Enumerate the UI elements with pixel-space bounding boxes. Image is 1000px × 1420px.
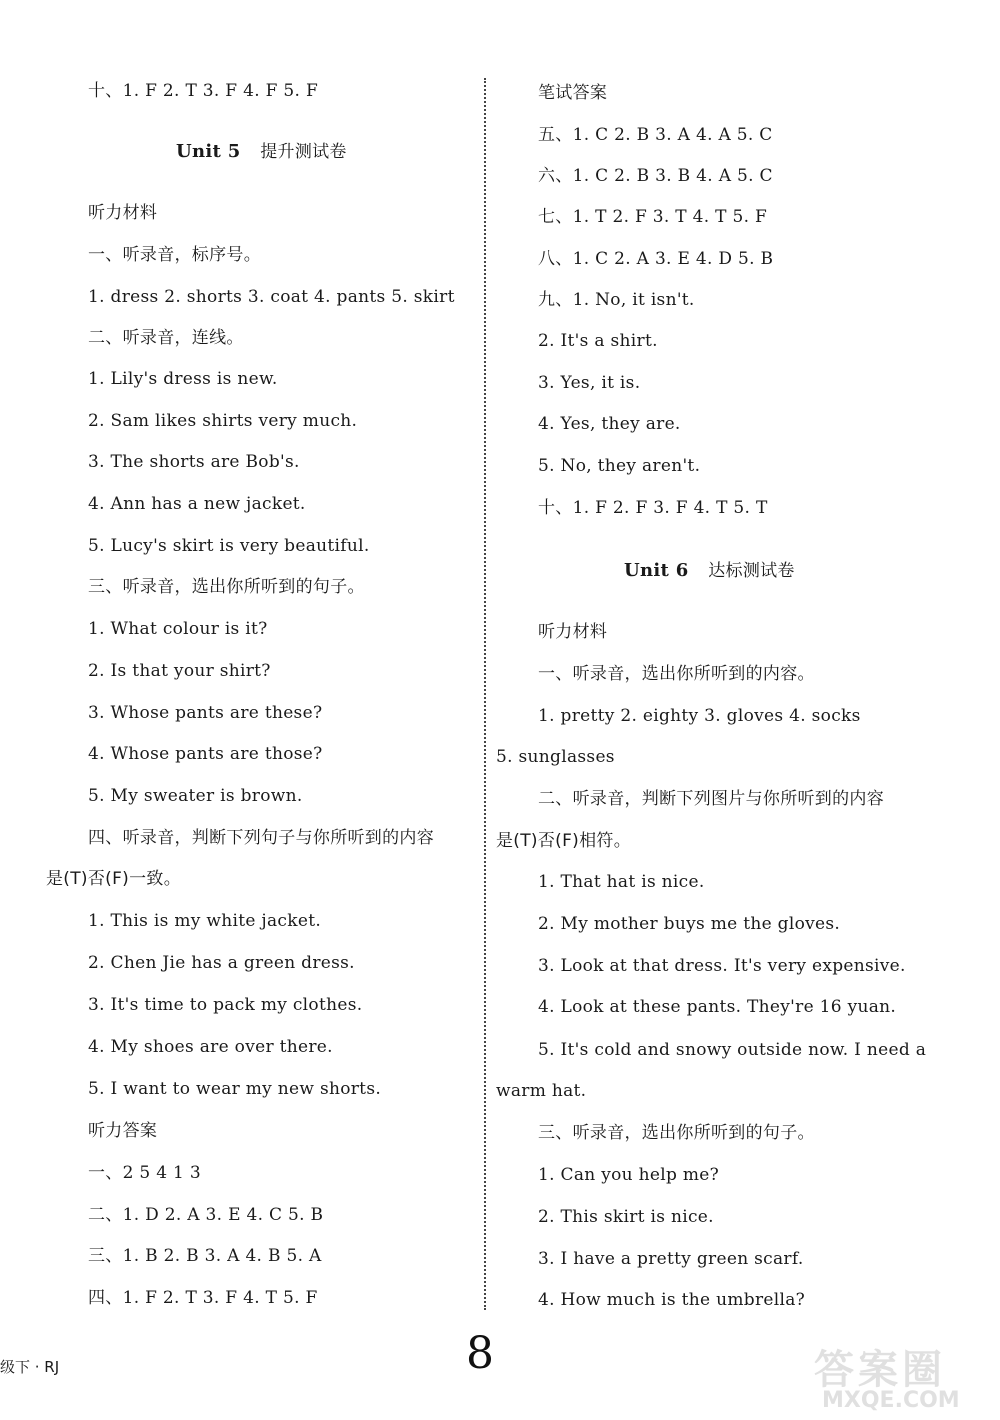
q2-heading: 二、听录音，连线。 <box>88 328 244 348</box>
u6-q2-item-5-line-1: 5. It's cold and snowy outside now. I need a <box>538 1040 927 1060</box>
unit5-title-cn: 提升测试卷 <box>260 142 347 162</box>
listening-material-label: 听力材料 <box>88 203 158 223</box>
u6-q2-item-2: 2. My mother buys me the gloves. <box>538 914 841 934</box>
written-answer-9-2: 2. It's a shirt. <box>538 331 658 351</box>
q4-item-5: 5. I want to wear my new shorts. <box>88 1079 382 1099</box>
u6-q2-item-4: 4. Look at these pants. They're 16 yuan. <box>538 997 897 1017</box>
q3-item-5: 5. My sweater is brown. <box>88 786 303 806</box>
answer-line-10: 十、1. F 2. T 3. F 4. F 5. F <box>88 81 319 101</box>
listening-answer-2: 二、1. D 2. A 3. E 4. C 5. B <box>88 1205 324 1225</box>
listening-answer-3: 三、1. B 2. B 3. A 4. B 5. A <box>88 1246 322 1266</box>
written-answer-9-5: 5. No, they aren't. <box>538 456 701 476</box>
q4-item-4: 4. My shoes are over there. <box>88 1037 333 1057</box>
u6-q3-item-3: 3. I have a pretty green scarf. <box>538 1249 804 1269</box>
watermark-text-top: 答案圈 <box>814 1347 946 1393</box>
written-answers-label: 笔试答案 <box>538 83 608 103</box>
written-answer-7: 七、1. T 2. F 3. T 4. T 5. F <box>538 207 768 227</box>
written-answer-10: 十、1. F 2. F 3. F 4. T 5. T <box>538 498 768 518</box>
watermark-text-bottom: MXQE.COM <box>822 1388 960 1413</box>
q3-item-4: 4. Whose pants are those? <box>88 744 323 764</box>
listening-answer-1: 一、2 5 4 1 3 <box>88 1163 201 1183</box>
q4-item-3: 3. It's time to pack my clothes. <box>88 995 363 1015</box>
u6-q3-heading: 三、听录音，选出你所听到的句子。 <box>538 1123 815 1143</box>
q2-item-5: 5. Lucy's skirt is very beautiful. <box>88 536 370 556</box>
u6-q2-item-5-line-2: warm hat. <box>496 1081 587 1101</box>
q4-heading-line-1: 四、听录音，判断下列句子与你所听到的内容 <box>88 828 434 848</box>
u6-q3-item-4: 4. How much is the umbrella? <box>538 1290 806 1310</box>
q1-items: 1. dress 2. shorts 3. coat 4. pants 5. skirt <box>88 287 455 307</box>
q4-item-2: 2. Chen Jie has a green dress. <box>88 953 355 973</box>
q1-heading: 一、听录音，标序号。 <box>88 245 261 265</box>
q3-heading: 三、听录音，选出你所听到的句子。 <box>88 577 365 597</box>
column-divider <box>484 78 486 1310</box>
written-answer-6: 六、1. C 2. B 3. B 4. A 5. C <box>538 166 773 186</box>
q4-item-1: 1. This is my white jacket. <box>88 911 322 931</box>
u6-q2-item-1: 1. That hat is nice. <box>538 872 705 892</box>
u6-q3-item-2: 2. This skirt is nice. <box>538 1207 714 1227</box>
unit6-title-en: Unit 6 <box>624 560 689 581</box>
u6-q2-item-3: 3. Look at that dress. It's very expensive. <box>538 956 906 976</box>
u6-q1-heading: 一、听录音，选出你所听到的内容。 <box>538 664 815 684</box>
u6-q2-heading-line-1: 二、听录音，判断下列图片与你所听到的内容 <box>538 789 884 809</box>
unit5-title <box>176 141 347 163</box>
unit5-title-en: Unit 5 <box>176 141 241 162</box>
page-number: 8 <box>466 1328 494 1379</box>
listening-answer-4: 四、1. F 2. T 3. F 4. T 5. F <box>88 1288 318 1308</box>
footer-grade-label: 级下 · RJ <box>0 1358 60 1376</box>
q2-item-3: 3. The shorts are Bob's. <box>88 452 300 472</box>
listening-answers-label: 听力答案 <box>88 1121 158 1141</box>
q3-item-2: 2. Is that your shirt? <box>88 661 271 681</box>
watermark-logo <box>808 1338 996 1418</box>
written-answer-9-1: 九、1. No, it isn't. <box>538 290 695 310</box>
unit6-title-cn: 达标测试卷 <box>708 561 795 581</box>
q3-item-1: 1. What colour is it? <box>88 619 268 639</box>
u6-q1-items-line-2: 5. sunglasses <box>496 747 615 767</box>
q2-item-4: 4. Ann has a new jacket. <box>88 494 306 514</box>
u6-q2-heading-line-2: 是(T)否(F)相符。 <box>496 831 631 851</box>
u6-q1-items-line-1: 1. pretty 2. eighty 3. gloves 4. socks <box>538 706 861 726</box>
written-answer-5: 五、1. C 2. B 3. A 4. A 5. C <box>538 125 773 145</box>
unit6-title <box>624 560 795 582</box>
written-answer-9-3: 3. Yes, it is. <box>538 373 641 393</box>
written-answer-9-4: 4. Yes, they are. <box>538 414 681 434</box>
q4-heading-line-2: 是(T)否(F)一致。 <box>46 869 181 889</box>
u6-q3-item-1: 1. Can you help me? <box>538 1165 720 1185</box>
q2-item-2: 2. Sam likes shirts very much. <box>88 411 358 431</box>
listening-material-label-2: 听力材料 <box>538 622 608 642</box>
q2-item-1: 1. Lily's dress is new. <box>88 369 278 389</box>
written-answer-8: 八、1. C 2. A 3. E 4. D 5. B <box>538 249 774 269</box>
q3-item-3: 3. Whose pants are these? <box>88 703 323 723</box>
